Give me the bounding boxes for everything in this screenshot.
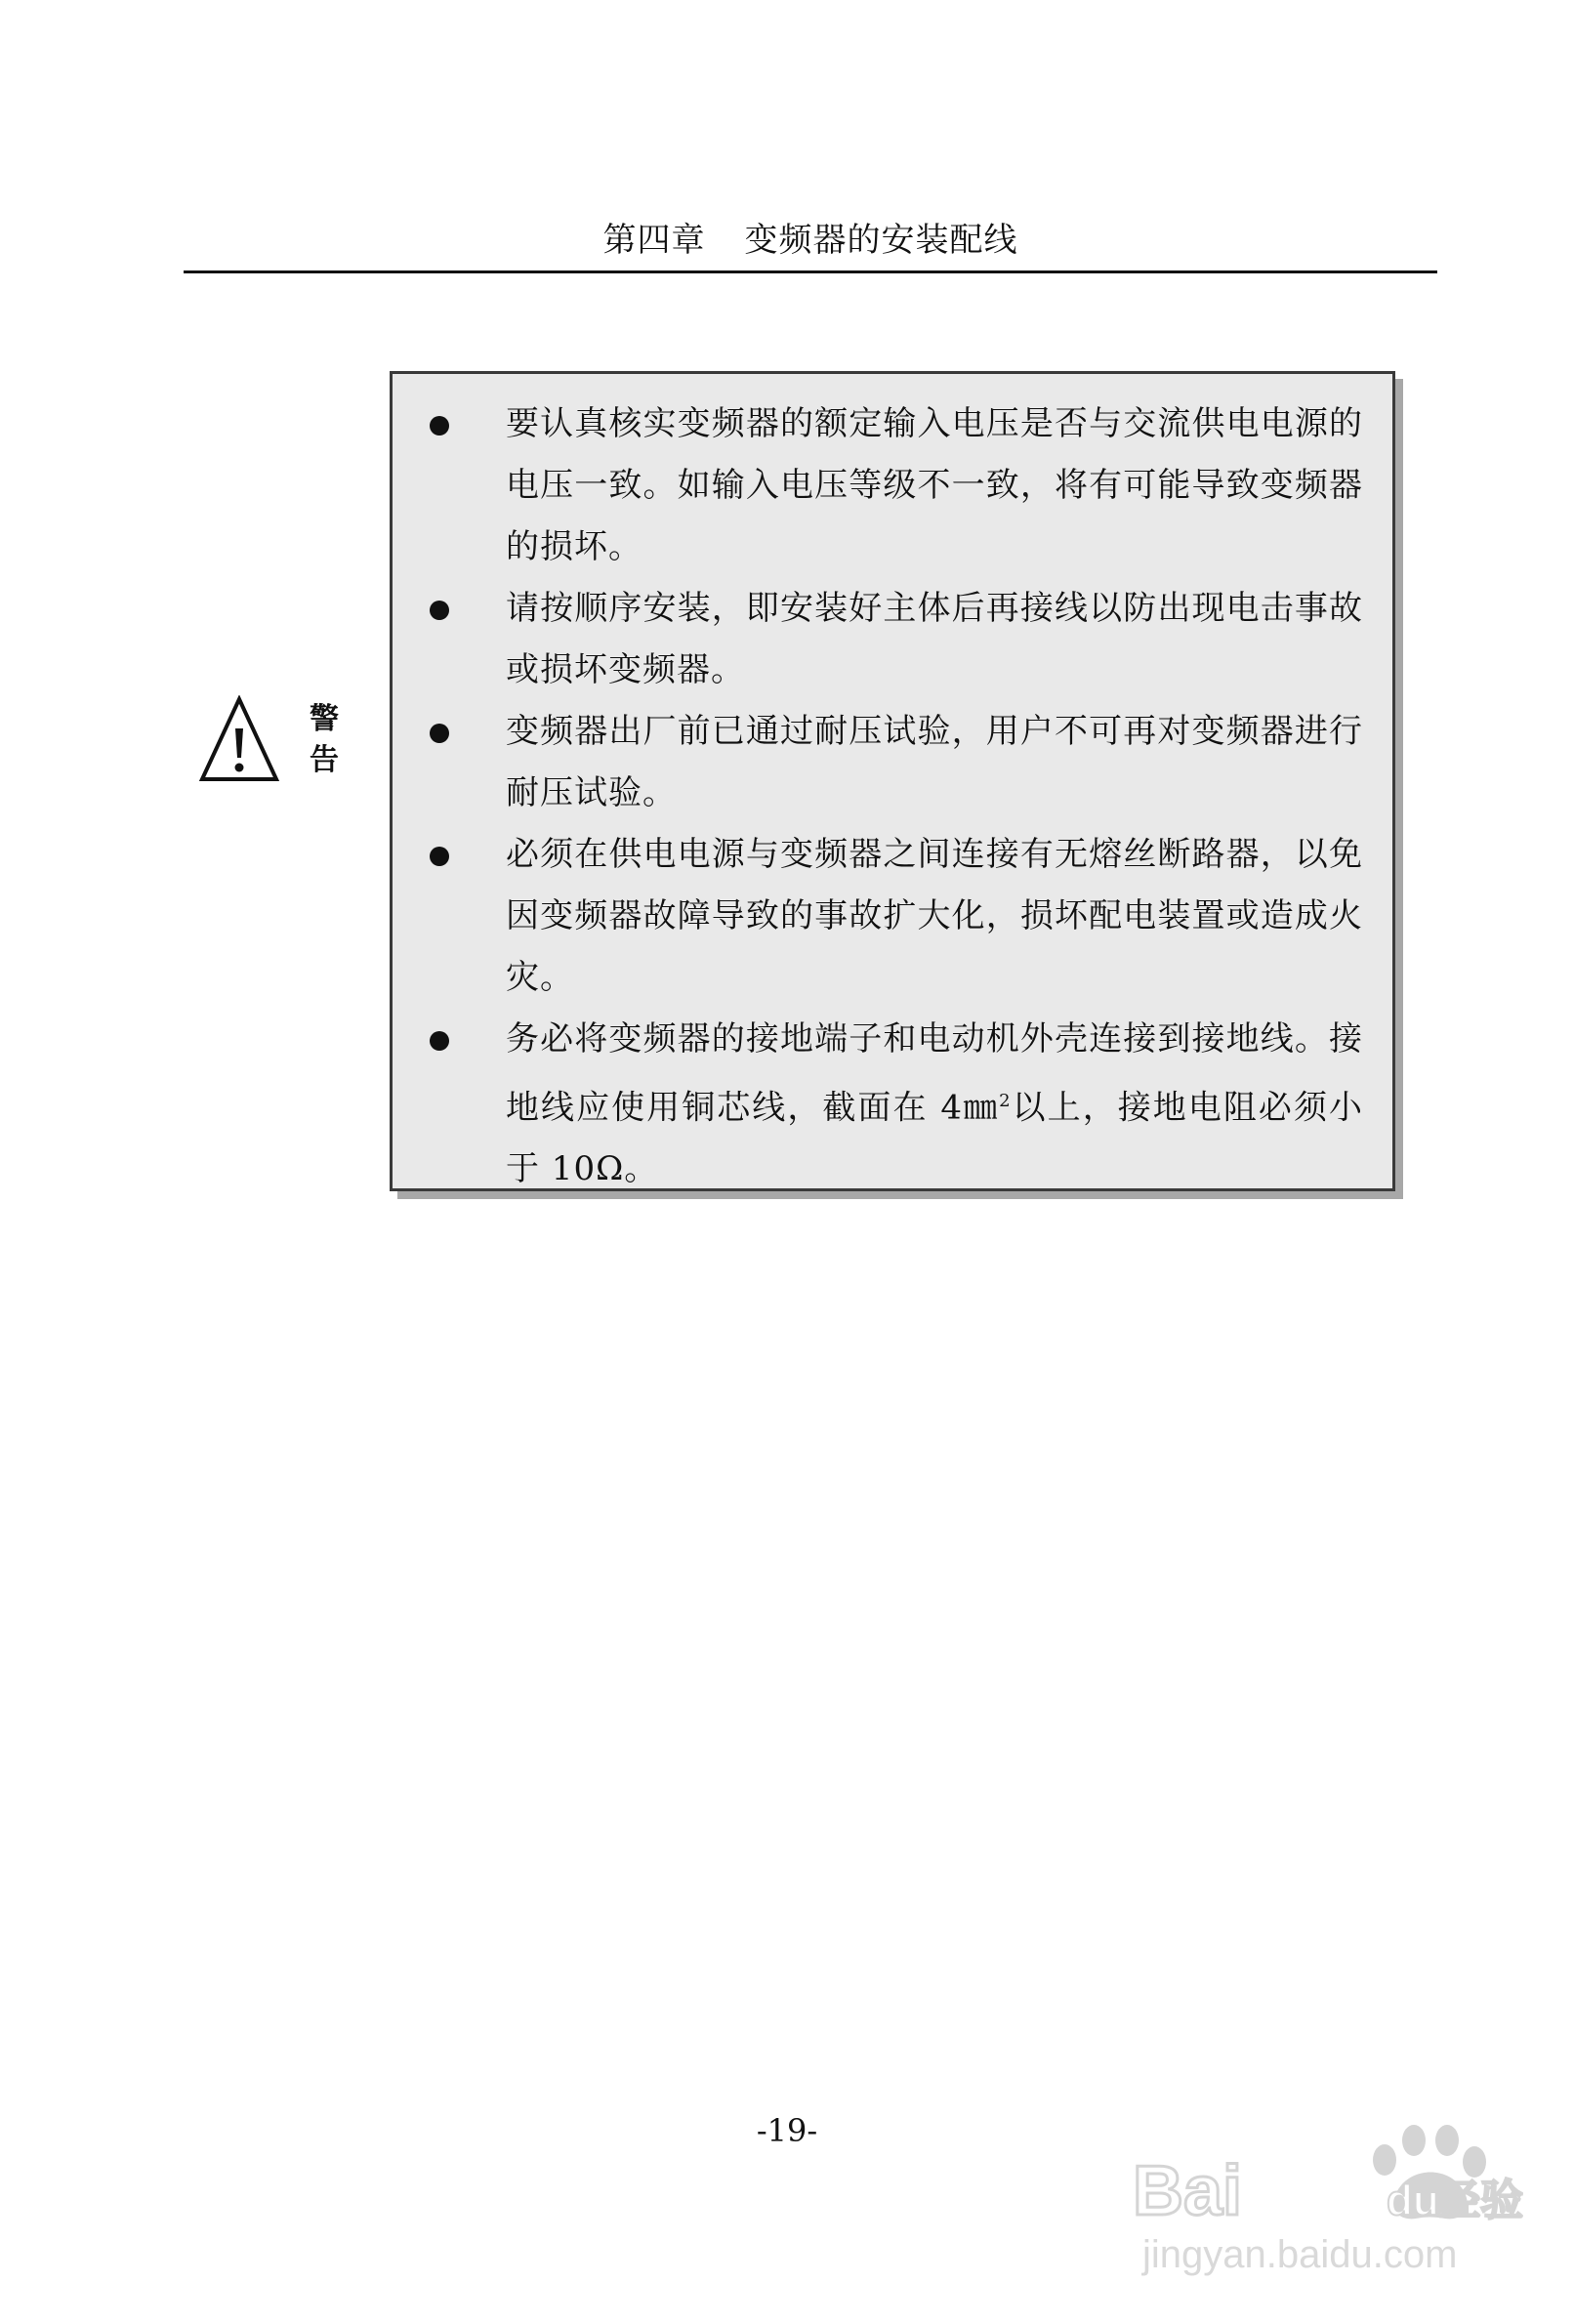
watermark-brand-cn: 经验 <box>1437 2176 1523 2225</box>
warning-item-text: 务必将变频器的接地端子和电动机外壳连接到接地线。接地线应使用铜芯线，截面在 4㎜ <box>506 1019 1363 1128</box>
bullet-icon <box>430 724 449 743</box>
warning-item-text: 请按顺序安装，即安装好主体后再接线以防出现电击事故或损坏变频器。 <box>506 589 1363 689</box>
bullet-icon <box>430 416 449 436</box>
chapter-header <box>184 217 1437 264</box>
warning-item-text: 必须在供电电源与变频器之间连接有无熔丝断路器，以免因变频器故障导致的事故扩大化，损坏配电装置或造成火灾。 <box>506 835 1363 997</box>
warning-triangle-icon <box>198 695 280 785</box>
header-rule <box>184 270 1437 273</box>
warning-item <box>393 701 1363 824</box>
warning-box <box>390 371 1395 1191</box>
bullet-icon <box>430 847 449 866</box>
warning-item <box>393 394 1363 578</box>
watermark-url: jingyan.baidu.com <box>1142 2233 1458 2276</box>
chapter-number: 第四章 <box>602 221 706 260</box>
warning-item-text: 变频器出厂前已通过耐压试验，用户不可再对变频器进行耐压试验。 <box>506 712 1363 812</box>
bullet-icon <box>430 601 449 620</box>
warning-label-char: 警 <box>310 702 339 736</box>
superscript-exponent: 2 <box>999 1091 1012 1111</box>
baidu-watermark <box>1123 2099 1523 2285</box>
warning-label-char: 告 <box>310 743 339 777</box>
warning-item <box>393 578 1363 701</box>
bullet-icon <box>430 1031 449 1051</box>
warning-item-text: 要认真核实变频器的额定输入电压是否与交流供电电源的电压一致。如输入电压等级不一致，将有可能导致变频器的损坏。 <box>506 404 1363 566</box>
page-number: -19- <box>756 2112 818 2149</box>
watermark-brand-suffix: du <box>1387 2177 1439 2224</box>
watermark-brand: Bai <box>1133 2152 1243 2230</box>
chapter-title: 变频器的安装配线 <box>744 221 1018 260</box>
warning-item-text-end: 以上，接地电阻必须小于 10Ω。 <box>506 1088 1363 1189</box>
warning-list <box>393 374 1392 1200</box>
warning-label <box>303 699 346 781</box>
warning-item <box>393 1009 1363 1200</box>
warning-item <box>393 824 1363 1009</box>
